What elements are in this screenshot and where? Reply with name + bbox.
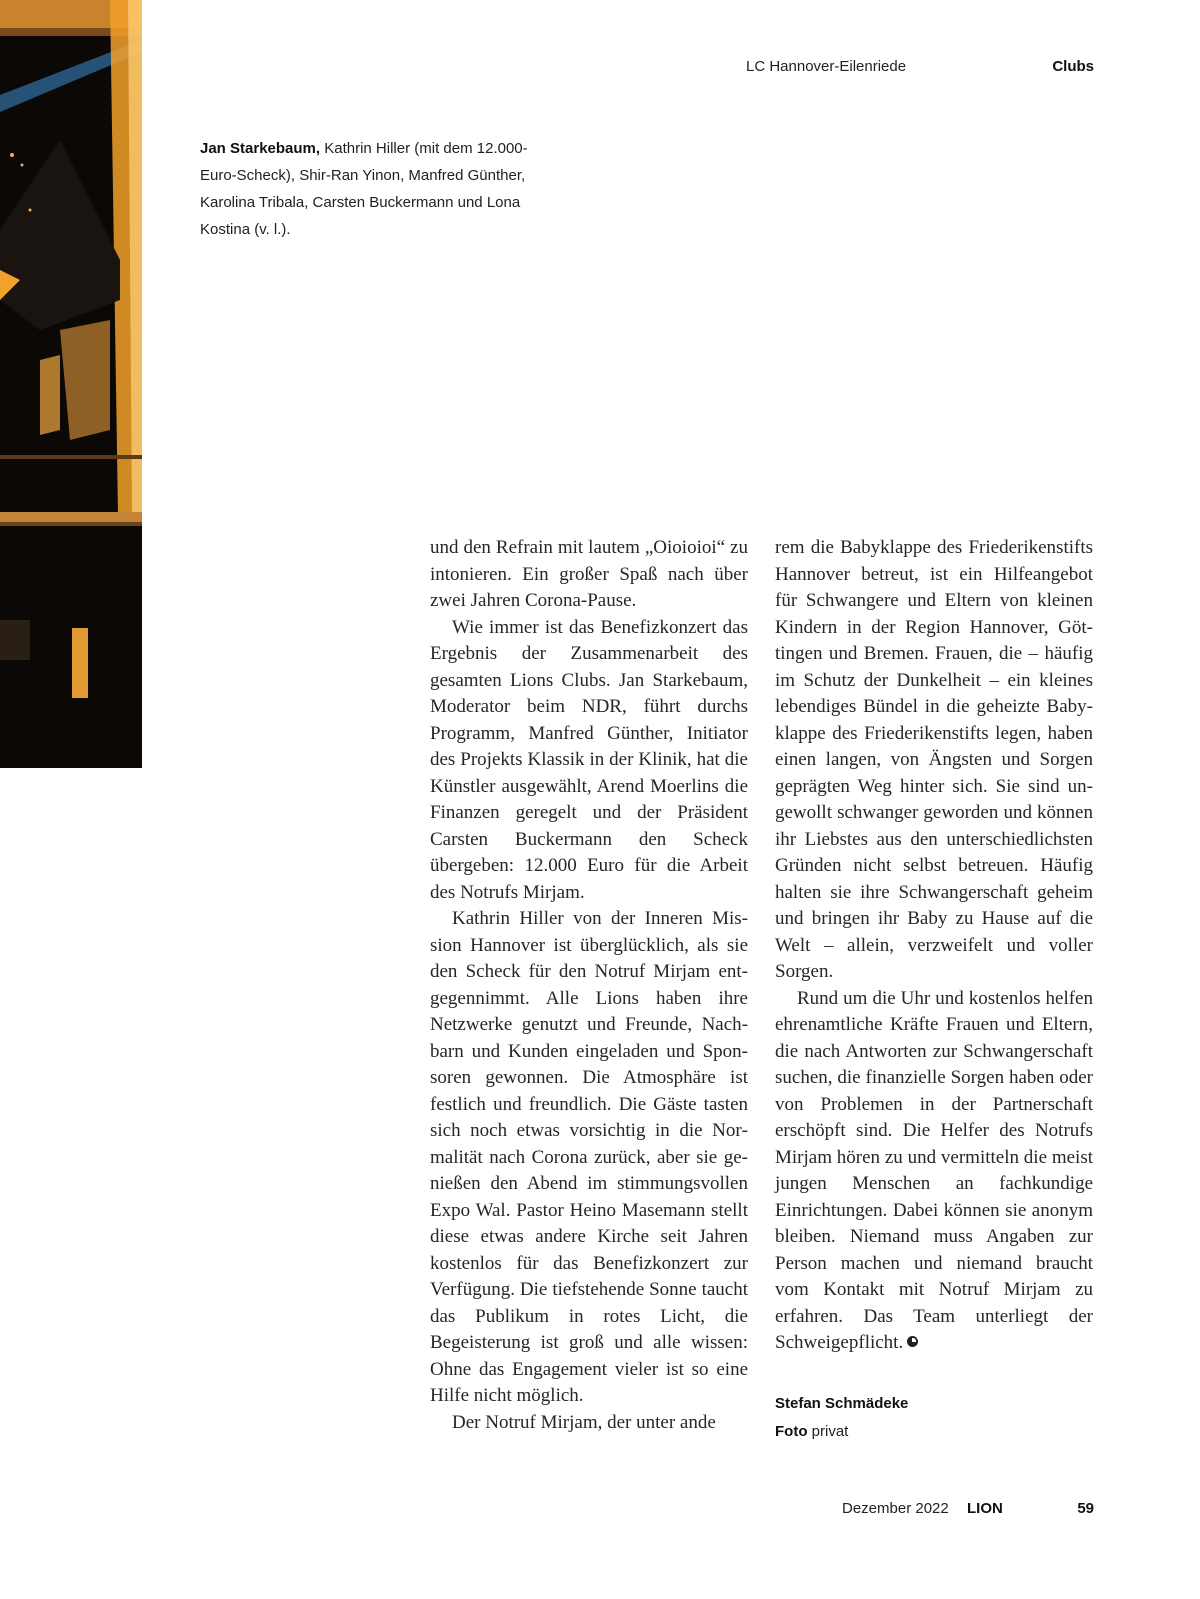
lion-end-mark-icon — [907, 1336, 918, 1347]
caption-lead: Jan Starkebaum, — [200, 140, 321, 157]
paragraph: Kathrin Hiller von der Inneren Mission Hannover ist überglücklich, als sie den Scheck für den Notruf Mirjam entgegennimmt. Alle Lions haben ihre Netzwerke genutzt und Freunde, Nachbarn und Kunden eingeladen und Sponsoren gewonnen. Die Atmosphäre ist festlich und freundlich. Die Gäste tasten sich noch etwas vorsichtig in die Normalität nach Corona zurück, aber sie genießen den Abend im stimmungsvollen Expo Wal. Pastor Heino Masemann stellt diese etwas andere Kirche seit Jahren kostenlos für das Benefizkonzert zur Verfügung. Die tiefstehende Sonne taucht das Publikum in rotes Licht, die Begeisterung ist groß und alle wissen: Ohne das Engagement vieler ist so eine Hilfe nicht möglich. — [430, 908, 748, 1406]
credit-value: privat — [807, 1423, 849, 1440]
concert-stage-photo — [0, 0, 142, 768]
photo-caption — [200, 135, 550, 243]
caption-text: Kathrin Hiller (mit dem 12.000-Euro-Scheck), Shir-Ran Yinon, Manfred Günther, Karolina Tribala, Carsten Buckermann und Lona Kostina (v. l.). — [200, 140, 528, 238]
magazine-name: LION — [967, 1500, 1003, 1517]
article-column-1 — [430, 535, 748, 1436]
byline — [775, 1390, 1095, 1446]
article-column-2 — [775, 535, 1093, 1357]
author-name: Stefan Schmädeke — [775, 1395, 909, 1412]
paragraph: Der Notruf Mirjam, der unter ande — [452, 1411, 716, 1433]
paragraph: Wie immer ist das Benefizkonzert das Ergebnis der Zusammenarbeit des gesamten Lions Clubs. Jan Starkebaum, Moderator beim NDR, führt durchs Programm, Manfred Günther, Initiator des Projekts Klassik in der Klinik, hat die Künstler ausgewählt, Arend Moerlins die Finanzen geregelt und der Präsident Carsten Buckermann den Scheck übergeben: 12.000 Euro für die Arbeit des Notrufs Mirjam. — [430, 616, 748, 903]
section-label: Clubs — [1052, 58, 1094, 75]
paragraph: rem die Babyklappe des Friederikenstifts Hannover betreut, ist ein Hilfeangebot für Schwangere und Eltern von kleinen Kindern in der Region Hannover, Göttingen und Bremen. Frauen, die – häufig im Schutz der Dunkelheit – ein kleines lebendiges Bündel in die geheizte Babyklappe des Friederikenstifts legen, haben einen langen, von Ängsten und Sorgen geprägten Weg hinter sich. Sie sind ungewollt schwanger geworden und können ihr Liebstes aus den unterschiedlichsten Gründen nicht selbst betreuen. Häufig halten sie ihre Schwangerschaft geheim und bringen ihr Baby zu Hause auf die Welt – allein, verzweifelt und voller Sorgen. — [775, 537, 1093, 982]
page-number: 59 — [1077, 1500, 1094, 1517]
paragraph — [775, 986, 1093, 1357]
paragraph-text: Rund um die Uhr und kostenlos helfen ehrenamtliche Kräfte Frauen und Eltern, die nach Antworten zur Schwangerschaft suchen, die finanzielle Sorgen haben oder von Problemen in der Partnerschaft erschöpft sind. Die Helfer des Notrufs Mirjam hören zu und vermitteln die meist jungen Menschen an fachkundige Einrichtungen. Dabei können sie anonym bleiben. Niemand muss Angaben zur Person machen und niemand braucht vom Kontakt mit Notruf Mirjam zu erfahren. Das Team unterliegt der Schweigepflicht. — [775, 987, 1093, 1353]
issue-date: Dezember 2022 — [842, 1500, 949, 1517]
club-name: LC Hannover-Eilenriede — [746, 58, 907, 75]
page-footer — [700, 1500, 1094, 1520]
photo-credit — [775, 1418, 1095, 1446]
running-head — [700, 58, 1094, 78]
paragraph: und den Refrain mit lautem „Oioioioi“ zu intonieren. Ein großer Spaß nach über zwei Jahren Corona-Pause. — [430, 537, 748, 611]
credit-label: Foto — [775, 1423, 808, 1440]
